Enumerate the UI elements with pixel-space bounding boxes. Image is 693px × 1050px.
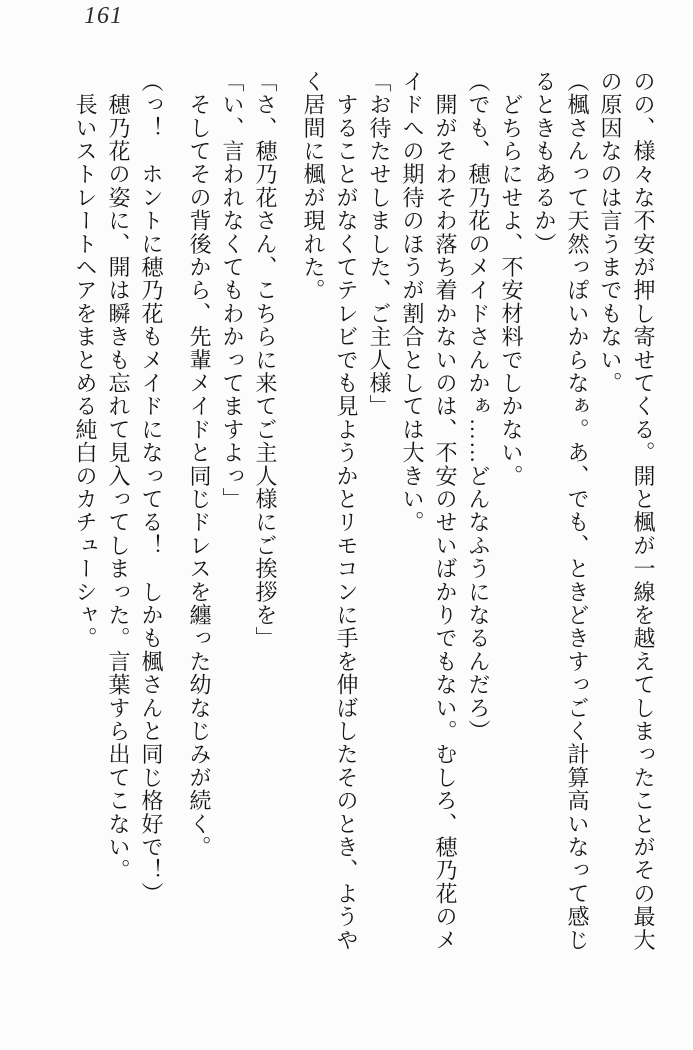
text-line: く居間に楓が現れた。 bbox=[301, 70, 326, 302]
text-line: どちらにせよ、不安材料でしかない。 bbox=[499, 70, 524, 488]
text-line: （でも、穂乃花のメイドさんかぁ……どんなふうになるんだろ） bbox=[466, 70, 491, 743]
text-line: 穂乃花の姿に、開は瞬きも忘れて見入ってしまった。言葉すら出てこない。 bbox=[106, 70, 131, 882]
text-line: （っ！ ホントに穂乃花もメイドになってる！ しかも楓さんと同じ格好で！） bbox=[139, 70, 164, 906]
text-line: 「い、言われなくてもわかってますよっ」 bbox=[220, 70, 245, 511]
page-number: 161 bbox=[84, 3, 123, 29]
text-block bbox=[69, 70, 660, 962]
text-line: 開がそわそわ落ち着かないのは、不安のせいばかりでもない。むしろ、穂乃花のメ bbox=[433, 70, 458, 952]
text-line: イドへの期待のほうが割合としては大きい。 bbox=[400, 70, 425, 534]
text-line: することがなくてテレビでも見ようかとリモコンに手を伸ばしたそのとき、ようや bbox=[334, 70, 359, 952]
text-line: の原因なのは言うまでもない。 bbox=[598, 70, 623, 395]
text-line: 「お待たせしました、ご主人様」 bbox=[367, 70, 392, 418]
text-line: のの、様々な不安が押し寄せてくる。開と楓が一線を越えてしまったことがその最大 bbox=[631, 70, 656, 952]
text-line: 「さ、穂乃花さん、こちらに来てご主人様にご挨拶を」 bbox=[253, 70, 278, 650]
text-line: （楓さんって天然っぽいからなぁ。あ、でも、ときどきすっごく計算高いなって感じ bbox=[565, 70, 590, 952]
text-line: るときもあるか） bbox=[532, 70, 557, 256]
text-line: 長いストレートヘアをまとめる純白のカチューシャ。 bbox=[73, 70, 98, 650]
text-line: そしてその背後から、先輩メイドと同じドレスを纏った幼なじみが続く。 bbox=[187, 70, 212, 859]
